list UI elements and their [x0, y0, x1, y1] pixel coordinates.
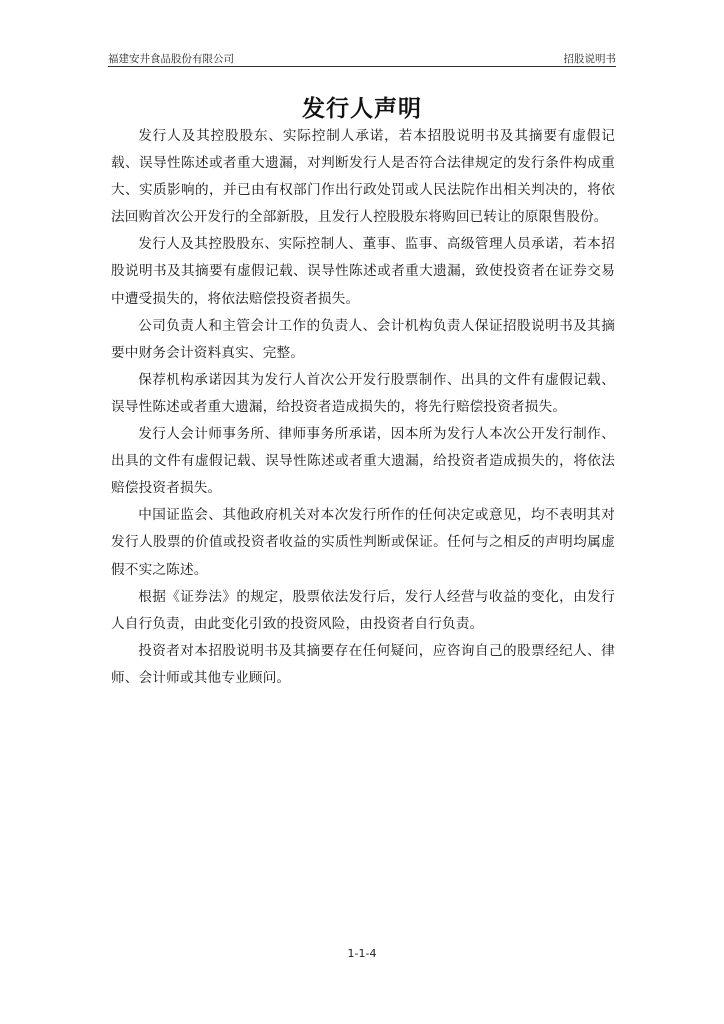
statement-paragraph: 发行人会计师事务所、律师事务所承诺，因本所为发行人本次公开发行制作、出具的文件有虚假记载、误导性陈述或者重大遗漏，给投资者造成损失的，将依法赔偿投资者损失。: [111, 426, 615, 497]
statement-paragraph: 发行人及其控股股东、实际控制人、董事、监事、高级管理人员承诺，若本招股说明书及其摘要有虚假记载、误导性陈述或者重大遗漏，致使投资者在证券交易中遭受损失的，将依法赔偿投资者损失。: [111, 236, 615, 307]
statement-paragraph: 发行人及其控股股东、实际控制人承诺，若本招股说明书及其摘要有虚假记载、误导性陈述或者重大遗漏，对判断发行人是否符合法律规定的发行条件构成重大、实质影响的，并已由有权部门作出行政处罚或人民法院作出相关判决的，将依法回购首次公开发行的全部新股，且发行人控股股东将购回已转让的原限售股份。: [111, 128, 615, 226]
statement-paragraph: 公司负责人和主管会计工作的负责人、会计机构负责人保证招股说明书及其摘要中财务会计资料真实、完整。: [111, 317, 615, 361]
statement-paragraph: 中国证监会、其他政府机关对本次发行所作的任何决定或意见，均不表明其对发行人股票的价值或投资者收益的实质性判断或保证。任何与之相反的声明均属虚假不实之陈述。: [111, 507, 615, 578]
header-company-name: 福建安井食品股份有限公司: [108, 53, 234, 65]
page-title: 发行人声明: [302, 96, 422, 122]
page-header: [108, 50, 616, 67]
header-document-type: 招股说明书: [563, 53, 616, 65]
statement-paragraph: 保荐机构承诺因其为发行人首次公开发行股票制作、出具的文件有虚假记载、误导性陈述或者重大遗漏，给投资者造成损失的，将先行赔偿投资者损失。: [111, 371, 615, 415]
statement-paragraph: 根据《证券法》的规定，股票依法发行后，发行人经营与收益的变化，由发行人自行负责，由此变化引致的投资风险，由投资者自行负责。: [111, 588, 615, 632]
statement-paragraph: 投资者对本招股说明书及其摘要存在任何疑问，应咨询自己的股票经纪人、律师、会计师或其他专业顾问。: [111, 642, 615, 686]
statement-body: [111, 123, 615, 692]
page-number: 1-1-4: [347, 947, 377, 960]
